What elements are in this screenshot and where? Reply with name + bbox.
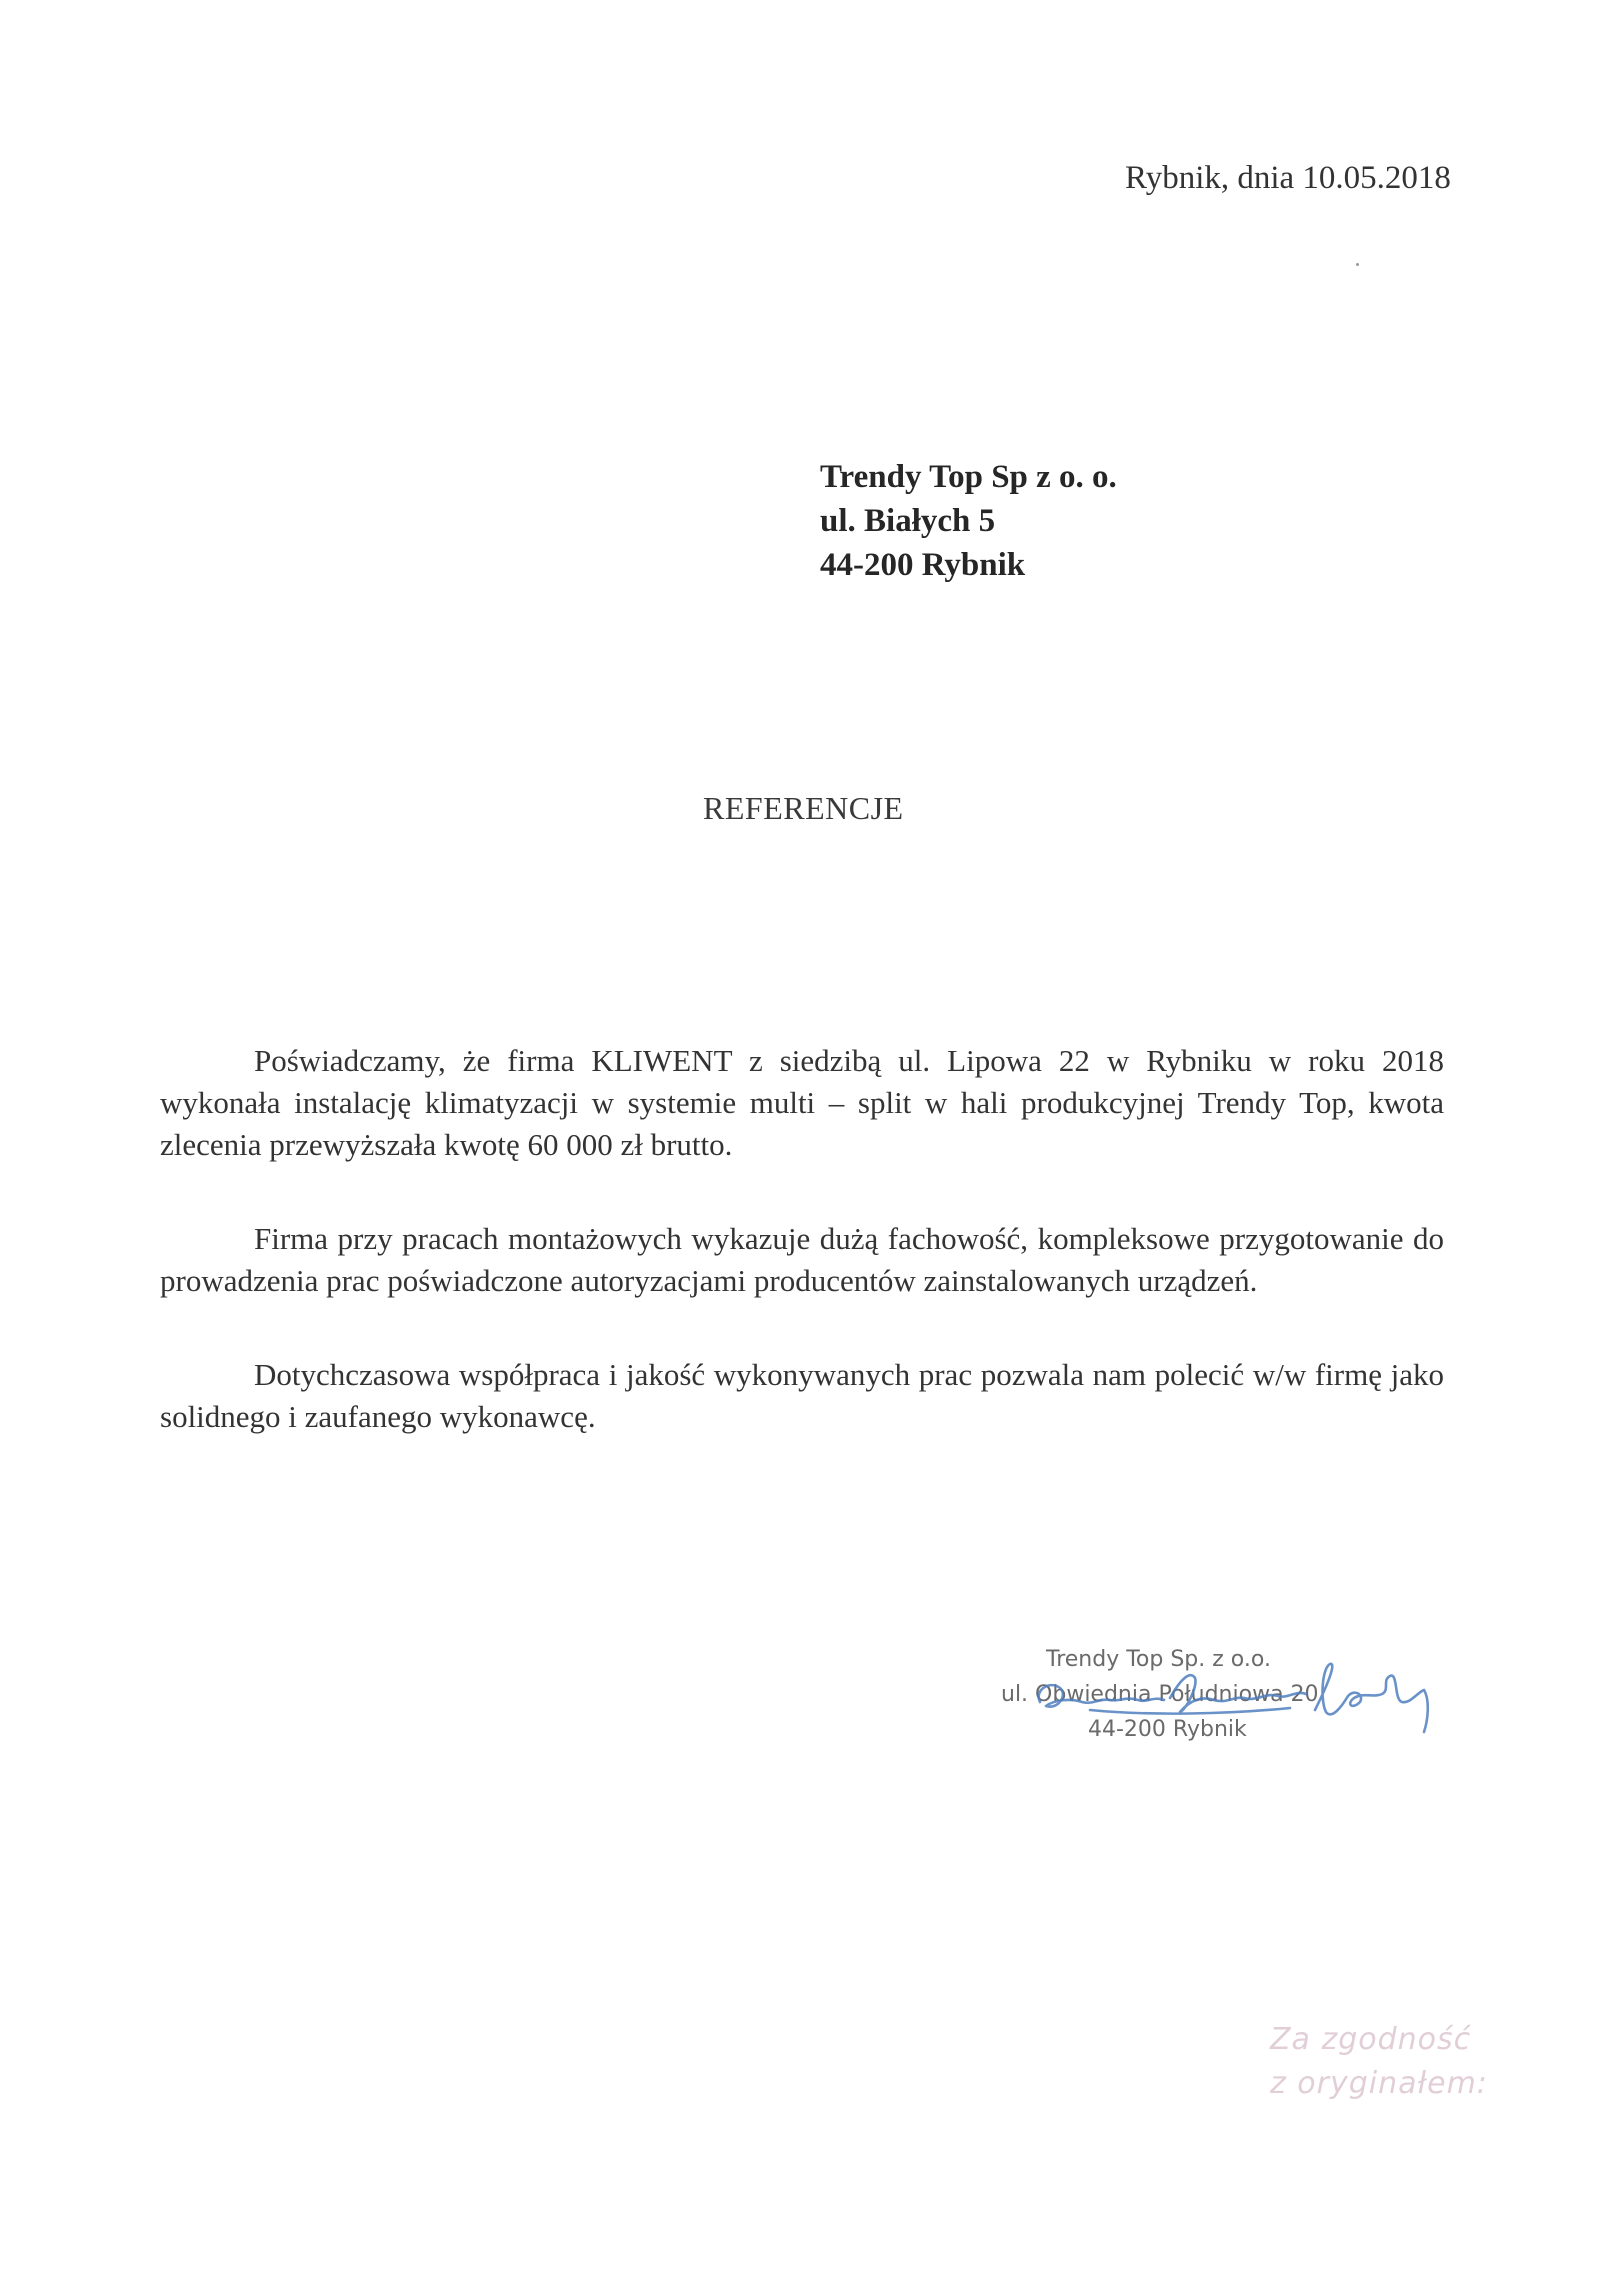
place-date: Rybnik, dnia 10.05.2018 bbox=[1125, 160, 1451, 196]
document-title: REFERENCJE bbox=[703, 790, 904, 826]
paragraph-2: Firma przy pracach montażowych wykazuje dużą fachowość, kompleksowe przygotowanie do prowadzenia prac poświadczone autoryzacjami producentów zainstalowanych urządzeń. bbox=[160, 1221, 1444, 1298]
recipient-address bbox=[820, 455, 1117, 587]
certify-line-1: Za zgodność bbox=[1270, 2022, 1472, 2057]
recipient-street: ul. Białych 5 bbox=[820, 503, 996, 539]
handwritten-signature bbox=[1030, 1640, 1450, 1750]
certification-stamp bbox=[1270, 2018, 1488, 2106]
scan-speck bbox=[1356, 263, 1359, 266]
stamp-street: ul. Obwiednia Południowa 20 bbox=[1001, 1682, 1319, 1707]
paragraph-3: Dotychczasowa współpraca i jakość wykonywanych prac pozwala nam polecić w/w firmę jako solidnego i zaufanego wykonawcę. bbox=[160, 1357, 1444, 1434]
paragraph-1: Poświadczamy, że firma KLIWENT z siedzibą ul. Lipowa 22 w Rybniku w roku 2018 wykonała instalację klimatyzacji w systemie multi – split w hali produkcyjnej Trendy Top, kwota zlecenia przewyższała kwotę 60 000 zł brutto. bbox=[160, 1043, 1444, 1162]
recipient-city: 44-200 Rybnik bbox=[820, 547, 1026, 583]
letter-body bbox=[160, 1040, 1444, 1490]
certify-line-2: z oryginałem: bbox=[1270, 2066, 1488, 2101]
recipient-company: Trendy Top Sp z o. o. bbox=[820, 459, 1117, 495]
stamp-company: Trendy Top Sp. z o.o. bbox=[1046, 1647, 1271, 1672]
stamp-city: 44-200 Rybnik bbox=[1088, 1717, 1247, 1742]
